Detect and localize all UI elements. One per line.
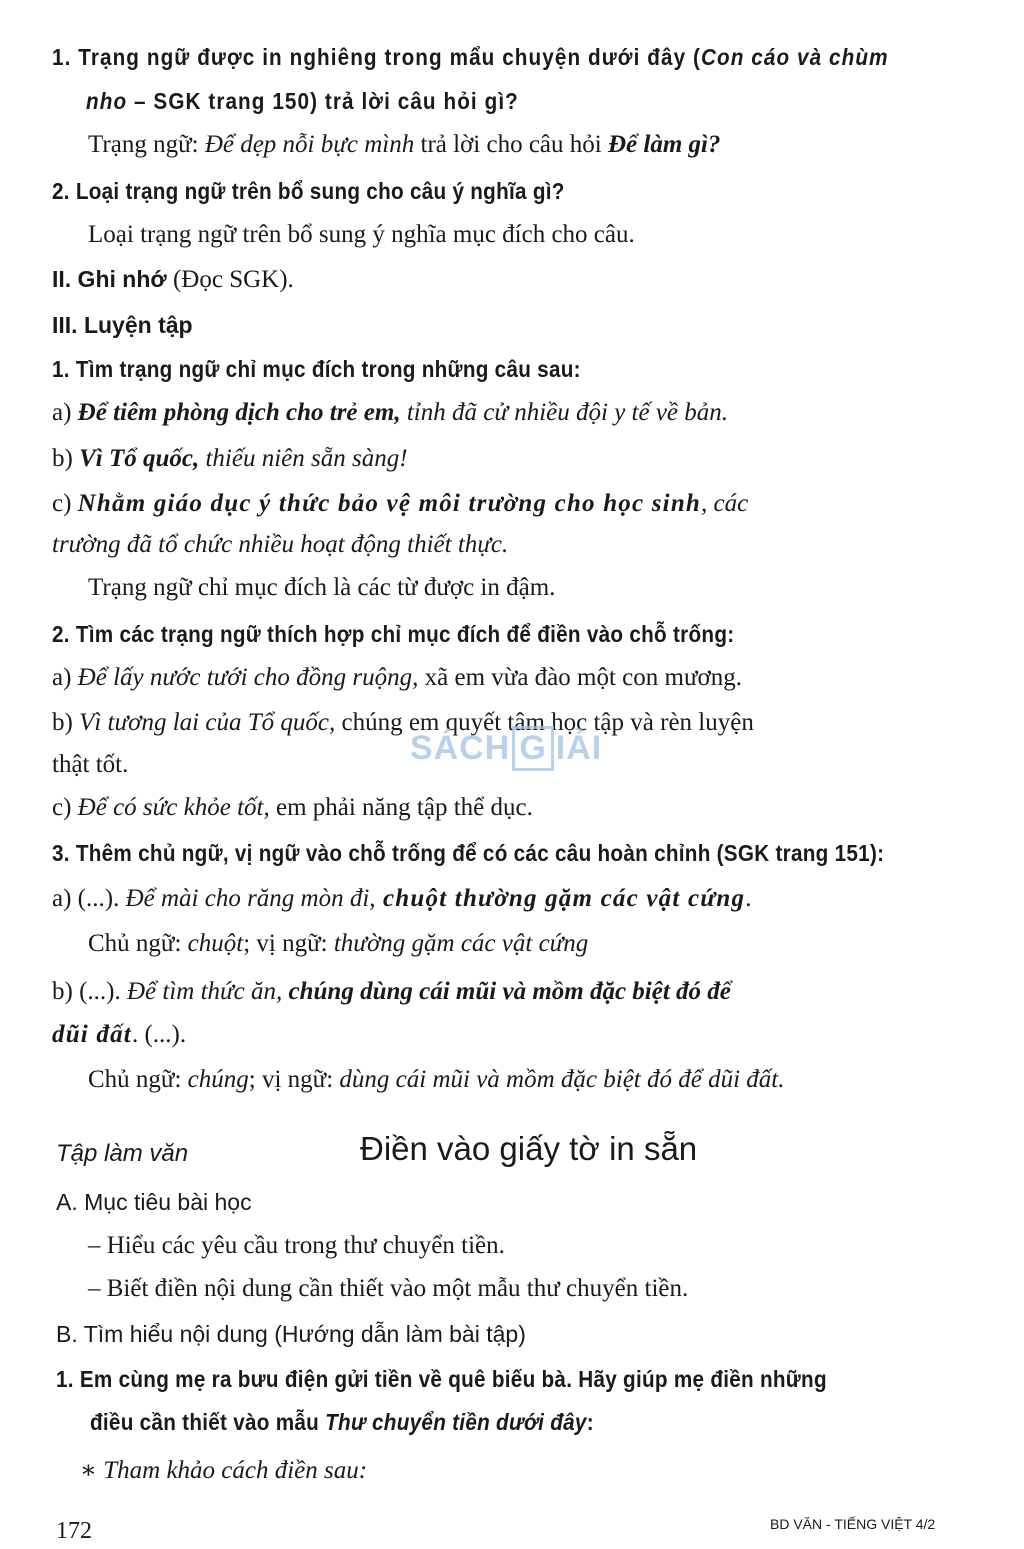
watermark-logo: SÁCH G IẢI [410, 726, 602, 771]
exercise-3-b-cont: dũi đất. (...). [52, 1021, 187, 1048]
task-1: 1. Em cùng mẹ ra bưu điện gửi tiền về quê biếu bà. Hãy giúp mẹ điền những [56, 1366, 827, 1392]
question-1: 1. Trạng ngữ được in nghiêng trong mẩu chuyện dưới đây (Con cáo và chùm [52, 44, 889, 70]
exercise-2-c: c) Để có sức khỏe tốt, em phải năng tập thể dục. [52, 794, 533, 821]
lesson-label: Tập làm văn [56, 1140, 189, 1167]
exercise-2-b-cont: thật tốt. [52, 751, 129, 778]
task-1-cont: điều cần thiết vào mẫu Thư chuyển tiền dưới đây: [90, 1409, 594, 1435]
lesson-title: Điền vào giấy tờ in sẵn [360, 1130, 698, 1167]
section-a-item-2: – Biết điền nội dung cần thiết vào một mẫu thư chuyển tiền. [88, 1275, 689, 1302]
exercise-1-c-cont: trường đã tổ chức nhiều hoạt động thiết thực. [52, 531, 509, 558]
exercise-3-b-answer: Chủ ngữ: chúng; vị ngữ: dùng cái mũi và mồm đặc biệt đó để dũi đất. [88, 1066, 785, 1093]
reference-note: ∗ Tham khảo cách điền sau: [80, 1457, 368, 1484]
section-luyen-tap: III. Luyện tập [52, 312, 193, 338]
exercise-1-a: a) Để tiêm phòng dịch cho trẻ em, tỉnh đã cử nhiều đội y tế về bản. [52, 399, 729, 426]
exercise-3-question: 3. Thêm chủ ngữ, vị ngữ vào chỗ trống để có các câu hoàn chỉnh (SGK trang 151): [52, 840, 885, 866]
exercise-1-c: c) Nhằm giáo dục ý thức bảo vệ môi trường cho học sinh, các [52, 490, 749, 517]
exercise-1-question: 1. Tìm trạng ngữ chỉ mục đích trong những câu sau: [52, 356, 581, 382]
answer-2: Loại trạng ngữ trên bổ sung ý nghĩa mục đích cho câu. [88, 221, 635, 248]
question-2: 2. Loại trạng ngữ trên bổ sung cho câu ý nghĩa gì? [52, 178, 565, 204]
section-ghi-nho: II. Ghi nhớ (Đọc SGK). [52, 266, 294, 293]
exercise-2-b: b) Vì tương lai của Tổ quốc, chúng em quyết tâm học tập và rèn luyện [52, 709, 754, 736]
section-a-item-1: – Hiểu các yêu cầu trong thư chuyển tiền. [88, 1232, 505, 1259]
exercise-3-b: b) (...). Để tìm thức ăn, chúng dùng cái mũi và mồm đặc biệt đó để [52, 978, 731, 1005]
section-b-heading: B. Tìm hiểu nội dung (Hướng dẫn làm bài tập) [56, 1321, 526, 1347]
exercise-3-a-answer: Chủ ngữ: chuột; vị ngữ: thường gặm các vật cứng [88, 930, 589, 957]
answer-1: Trạng ngữ: Để dẹp nỗi bực mình trả lời cho câu hỏi Để làm gì? [88, 131, 721, 158]
book-title: BD VĂN - TIẾNG VIỆT 4/2 [770, 1516, 936, 1532]
exercise-1-b: b) Vì Tổ quốc, thiếu niên sẵn sàng! [52, 445, 408, 472]
exercise-3-a: a) (...). Để mài cho răng mòn đi, chuột thường gặm các vật cứng. [52, 885, 752, 912]
exercise-2-question: 2. Tìm các trạng ngữ thích hợp chỉ mục đích để điền vào chỗ trống: [52, 621, 735, 647]
exercise-1-answer: Trạng ngữ chỉ mục đích là các từ được in đậm. [88, 574, 556, 601]
exercise-2-a: a) Để lấy nước tưới cho đồng ruộng, xã em vừa đào một con mương. [52, 664, 742, 691]
page-number: 172 [56, 1518, 92, 1544]
section-a-heading: A. Mục tiêu bài học [56, 1189, 252, 1215]
question-1-cont: nho – SGK trang 150) trả lời câu hỏi gì? [86, 88, 519, 114]
